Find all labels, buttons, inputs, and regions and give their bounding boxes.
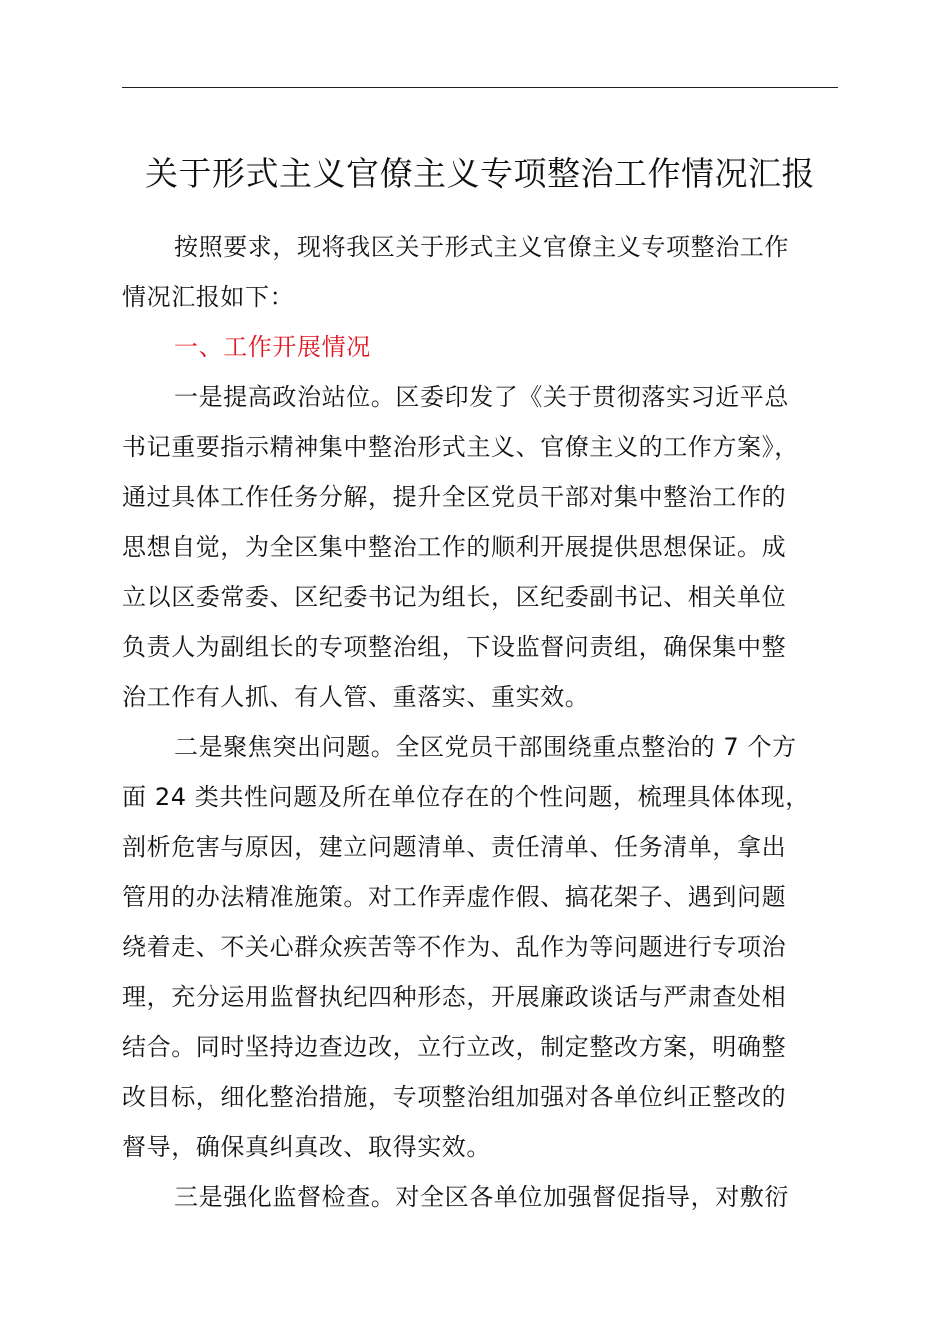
text-line: 理，充分运用监督执纪四种形态，开展廉政谈话与严肃查处相: [122, 983, 787, 1011]
paragraph-2: [122, 722, 838, 1172]
text-line: 绕着走、不关心群众疾苦等不作为、乱作为等问题进行专项治: [122, 933, 787, 961]
section-heading-text: 一、工作开展情况: [174, 333, 371, 361]
text-line: 结合。同时坚持边查边改，立行立改，制定整改方案，明确整: [122, 1033, 787, 1061]
text-line: 二是聚焦突出问题。全区党员干部围绕重点整治的 7 个方: [174, 733, 797, 761]
paragraph-3: [122, 1172, 838, 1222]
text-line: 督导，确保真纠真改、取得实效。: [122, 1133, 491, 1161]
text-line: 按照要求，现将我区关于形式主义官僚主义专项整治工作: [174, 233, 789, 261]
text-line: 改目标，细化整治措施，专项整治组加强对各单位纠正整改的: [122, 1083, 787, 1111]
text-line: 通过具体工作任务分解，提升全区党员干部对集中整治工作的: [122, 483, 787, 511]
section-heading: [122, 322, 838, 372]
text-line: 治工作有人抓、有人管、重落实、重实效。: [122, 683, 590, 711]
text-line: 情况汇报如下：: [122, 283, 295, 311]
paragraph-1: [122, 372, 838, 722]
text-line: 三是强化监督检查。对全区各单位加强督促指导，对敷衍: [174, 1183, 789, 1211]
document-body: [122, 222, 838, 1222]
text-line: 剖析危害与原因，建立问题清单、责任清单、任务清单，拿出: [122, 833, 787, 861]
text-line: 面 24 类共性问题及所在单位存在的个性问题，梳理具体体现，: [122, 783, 810, 811]
text-line: 负责人为副组长的专项整治组，下设监督问责组，确保集中整: [122, 633, 787, 661]
text-line: 管用的办法精准施策。对工作弄虚作假、搞花架子、遇到问题: [122, 883, 787, 911]
document-title: 关于形式主义官僚主义专项整治工作情况汇报: [145, 154, 815, 193]
text-line: 一是提高政治站位。区委印发了《关于贯彻落实习近平总: [174, 383, 789, 411]
header-rule: [122, 87, 838, 88]
intro-paragraph: [122, 222, 838, 322]
text-line: 思想自觉，为全区集中整治工作的顺利开展提供思想保证。成: [122, 533, 787, 561]
text-line: 立以区委常委、区纪委书记为组长，区纪委副书记、相关单位: [122, 583, 787, 611]
text-line: 书记重要指示精神集中整治形式主义、官僚主义的工作方案》，: [122, 433, 799, 461]
